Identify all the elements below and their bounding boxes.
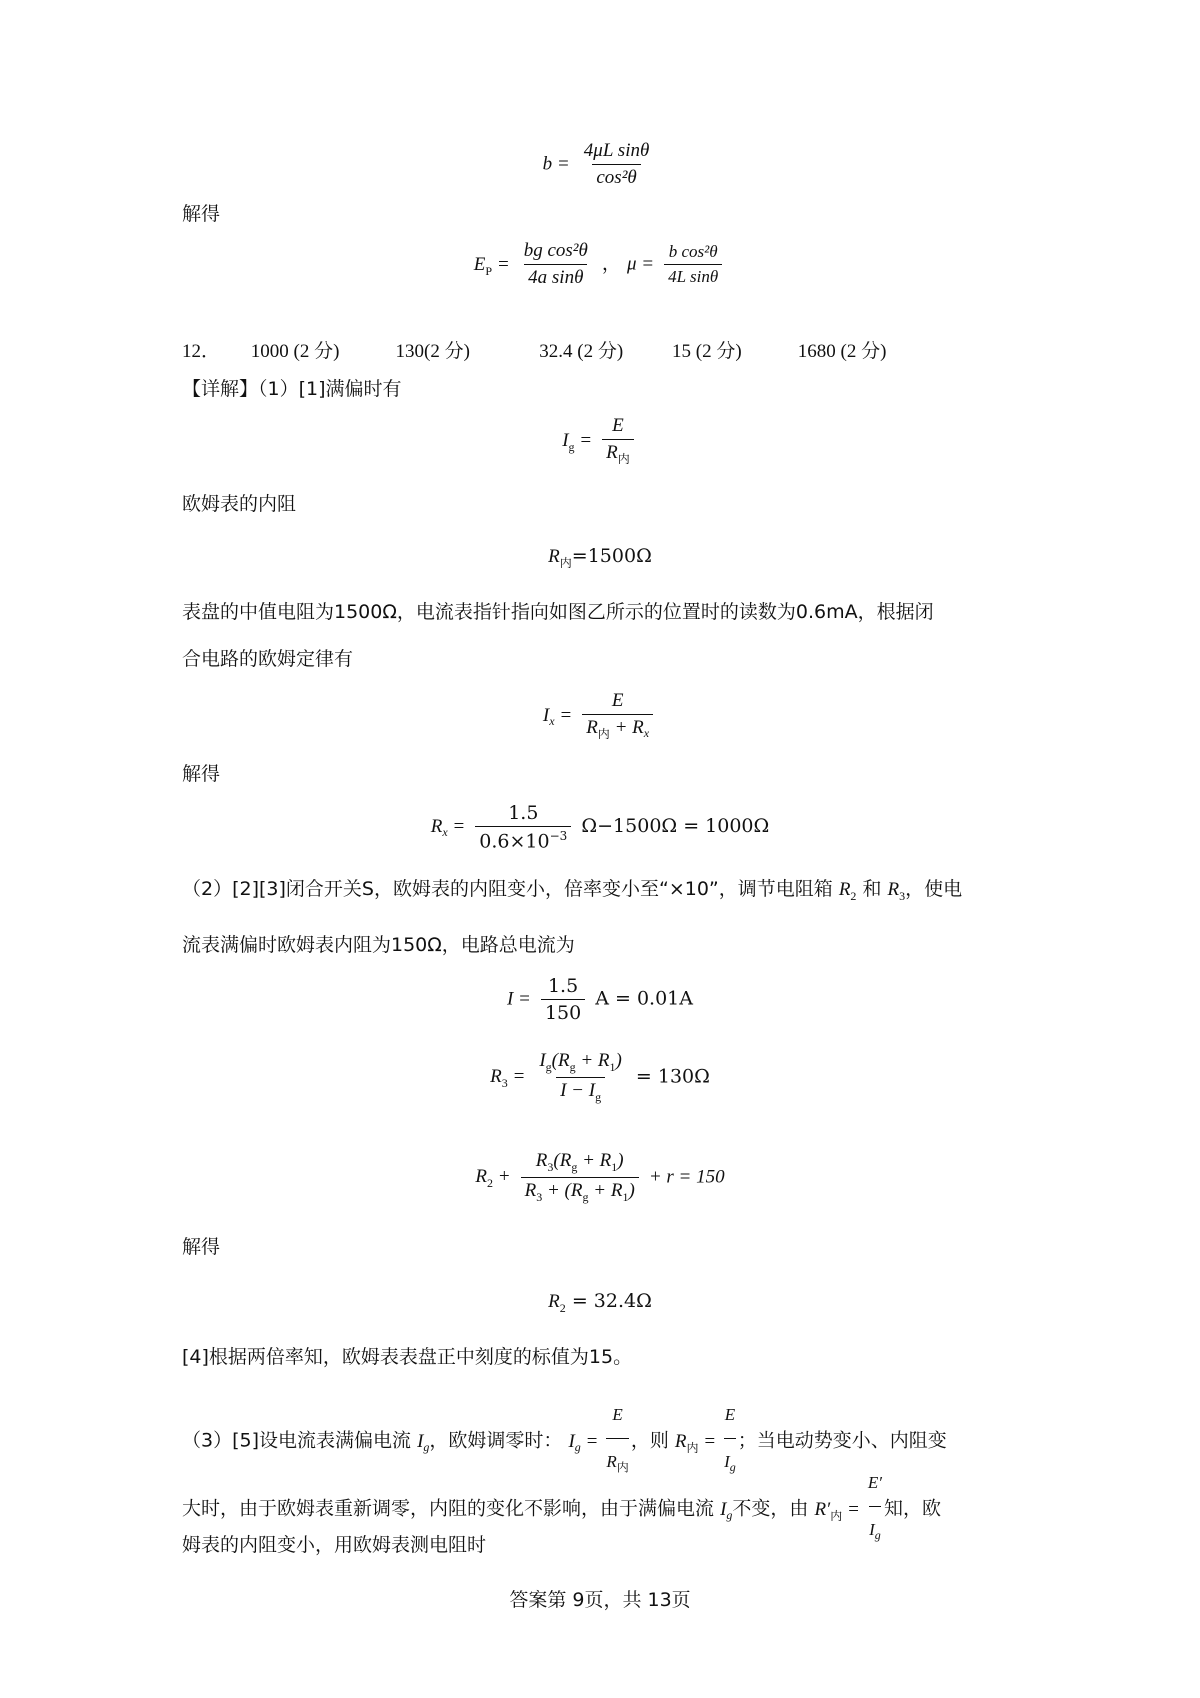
- text-part3-line3: 姆表的内阻变小，用欧姆表测电阻时: [182, 1534, 487, 1556]
- denominator: 4L sinθ: [664, 264, 722, 287]
- formula-ix: $I_x$ = $\frac{E}{R_内 + R_x}$: [0, 690, 1200, 742]
- text-dial-2: 合电路的欧姆定律有: [182, 648, 354, 670]
- inline-fraction: E $R_内$: [606, 1392, 628, 1490]
- text-jiede-3: 解得: [182, 1236, 221, 1258]
- fraction: [535, 1050, 626, 1105]
- answer-2: 130(2 分): [395, 341, 470, 362]
- numerator: b cos²θ: [668, 242, 718, 261]
- denominator: 4a sinθ: [524, 264, 587, 289]
- fraction: [475, 802, 571, 852]
- text-part2-4: [4]根据两倍率知，欧姆表表盘正中刻度的标值为15。: [182, 1346, 633, 1368]
- formula-rx: $R_x$ = $\frac{1.5}{0.6\times 10^{-3}}$ Ω−1500Ω = 1000Ω: [430, 802, 770, 853]
- question-number: 12．: [182, 341, 221, 362]
- text-part3-line1: （3）[5]设电流表满偏电流 $I_g$，欧姆调零时： $I_g$ = E $R_内$ ，则 $R_内$ = $\frac{E}{I_g}$ ；当电动势变小、内阻变: [182, 1392, 947, 1490]
- formula-rnei: $R_内=1500\Omega$: [548, 545, 652, 570]
- answer-row-12: [182, 336, 886, 363]
- answer-1: 1000 (2 分): [250, 341, 340, 362]
- formula-b: [0, 140, 1200, 189]
- fraction: [602, 415, 634, 467]
- inline-fraction: $\frac{E'}{I_g}$: [868, 1460, 882, 1558]
- fraction: [664, 242, 722, 287]
- ep-lhs: $E_P$ =: [473, 253, 510, 278]
- numerator: 1.5: [508, 802, 539, 824]
- denominator: 150: [541, 999, 585, 1024]
- page-footer: 答案第 9页，共 13页: [509, 1589, 691, 1611]
- denominator: $R_内 + R_x$: [582, 714, 653, 742]
- text-jiede-1: 解得: [182, 203, 221, 225]
- formula-r3: $R_3$ = $\frac{I_g(R_g + R_1)}{I - I_g}$ = 130Ω: [490, 1050, 710, 1104]
- fraction: [580, 140, 654, 189]
- denominator: $0.6\times 10^{-3}$: [475, 826, 571, 852]
- text-part2-line1: （2）[2][3]闭合开关S，欧姆表的内阻变小，倍率变小至“×10”，调节电阻箱 $R_2$ 和 $R_3$，使电: [182, 878, 963, 903]
- numerator: E: [611, 690, 624, 711]
- formula-r2-value: $R_2 = 32.4\Omega$: [548, 1290, 652, 1315]
- formula-ig: [0, 415, 1200, 467]
- text-ohm-internal: 欧姆表的内阻: [182, 493, 297, 515]
- text-part3-line2: 大时，由于欧姆表重新调零，内阻的变化不影响，由于满偏电流 $I_g$不变，由 $R'_内$ = $\frac{E'}{I_g}$ 知，欧: [182, 1460, 941, 1558]
- numerator: $R_3(R_g + R_1)$: [535, 1150, 624, 1174]
- text-dial-1: 表盘的中值电阻为1500Ω，电流表指针指向如图乙所示的位置时的读数为0.6mA，根据闭: [182, 601, 934, 623]
- formula-r2: $R_2$ + $\frac{R_3(R_g + R_1)}{R_3 + (R_g + R_1)}$ + r = 150: [475, 1150, 725, 1204]
- numerator: E: [612, 415, 624, 436]
- formula-b-lhs: b =: [542, 153, 570, 175]
- inline-fraction: $\frac{E}{I_g}$: [724, 1392, 736, 1490]
- ig-lhs: $I_g$ =: [562, 429, 593, 454]
- formula-ep-mu: [0, 240, 1200, 289]
- fraction: [582, 690, 653, 742]
- fraction: [541, 975, 585, 1024]
- formula-i: I = $\frac{1.5}{150}$ A = 0.01A: [506, 975, 693, 1024]
- answer-3: 32.4 (2 分): [539, 341, 624, 362]
- text-part2-line2: 流表满偏时欧姆表内阻为150Ω，电路总电流为: [182, 934, 575, 956]
- numerator: bg cos²θ: [523, 240, 588, 261]
- text-jiede-2: 解得: [182, 763, 221, 785]
- fraction: [521, 1150, 639, 1205]
- answer-5: 1680 (2 分): [797, 341, 887, 362]
- text-detail-1: 【详解】（1）[1]满偏时有: [182, 378, 402, 400]
- denominator: $R_内$: [602, 439, 634, 467]
- mu-lhs: μ =: [626, 253, 655, 275]
- numerator: 4μL sinθ: [583, 140, 650, 161]
- fraction: [520, 240, 592, 289]
- separator: ，: [601, 252, 621, 275]
- numerator: 1.5: [547, 975, 579, 997]
- numerator: $I_g(R_g + R_1)$: [539, 1050, 622, 1074]
- denominator: $R_3 + (R_g + R_1)$: [521, 1177, 639, 1205]
- answer-4: 15 (2 分): [672, 341, 742, 362]
- denominator: $I - I_g$: [556, 1077, 605, 1105]
- denominator: cos²θ: [592, 164, 640, 189]
